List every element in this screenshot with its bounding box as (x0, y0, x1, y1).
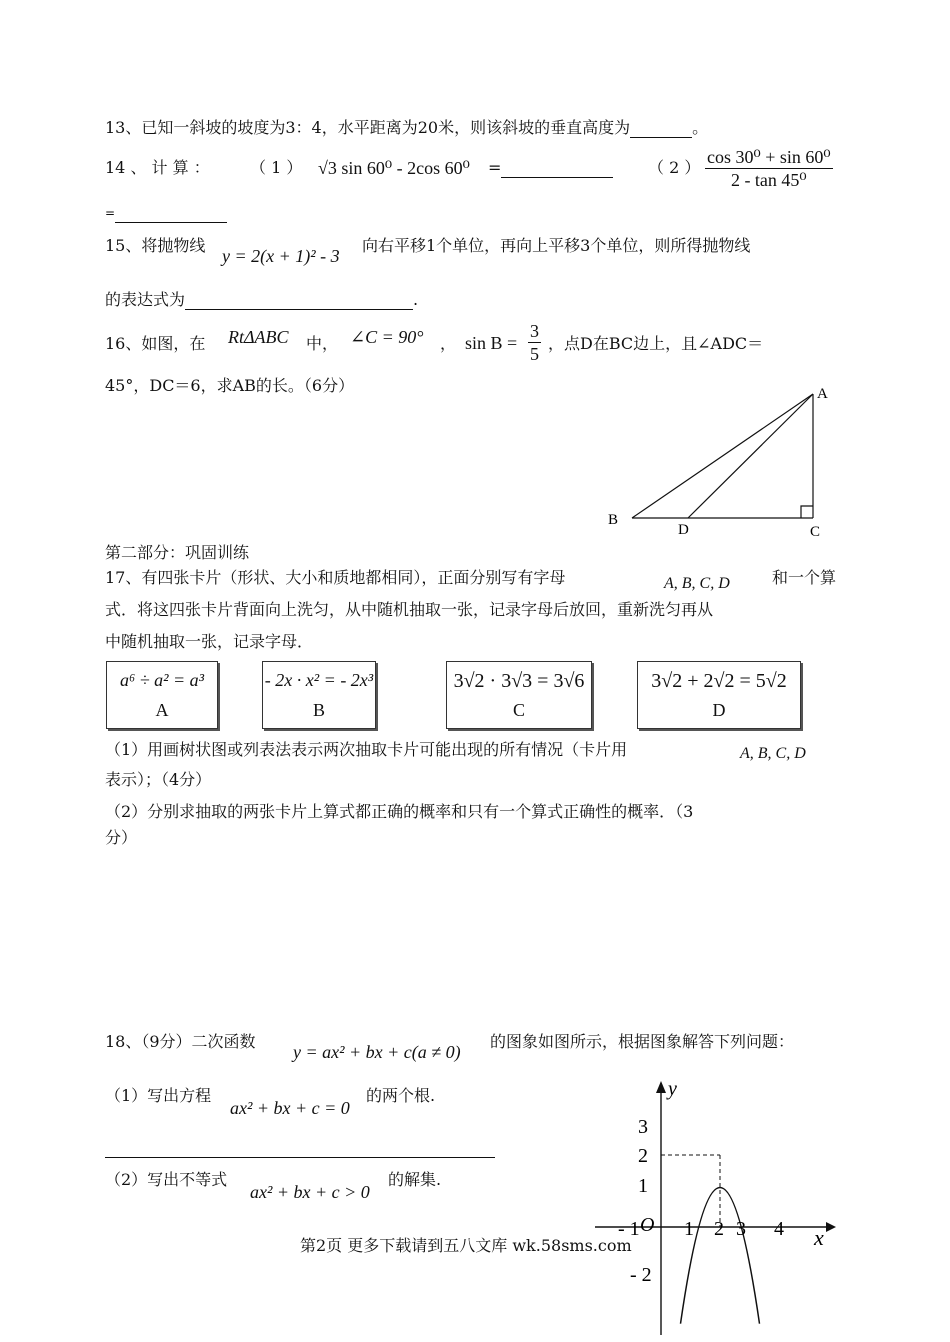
q14-eq1 (488, 158, 613, 178)
q15-answer-blank[interactable] (185, 309, 413, 310)
card-d-label: D (712, 700, 726, 720)
vertex-b-label: B (608, 512, 619, 528)
origin-label: O (640, 1214, 655, 1236)
x-tick-4: 4 (774, 1218, 784, 1240)
card-a-label: A (155, 700, 169, 720)
x-tick-3: 3 (736, 1218, 746, 1240)
y-tick-2: 2 (638, 1145, 648, 1167)
x-axis-label: x (814, 1225, 824, 1250)
q14-eq1-sign: = (488, 158, 502, 177)
q17-line1-tail: 和一个算 (772, 568, 837, 587)
card-c (446, 661, 592, 729)
q14-part1-label: （ 1 ） (250, 158, 303, 177)
card-c-expr: 3√2 · 3√3 = 3√6 (453, 670, 585, 692)
q15-text-c: 的表达式为 (105, 290, 186, 309)
q16-text-b: 中， (306, 334, 339, 353)
q16-sin: sin B = (465, 333, 518, 353)
q14-eq2 (105, 202, 227, 223)
right-angle-mark (801, 506, 813, 518)
page-footer: 第2页 更多下载请到五八文库 wk.58sms.com (300, 1236, 632, 1255)
q16-frac-numerator: 3 (530, 321, 539, 341)
q18-expr: y = ax² + bx + c(a ≠ 0) (293, 1042, 461, 1062)
vertex-d-label: D (678, 522, 689, 538)
q14-answer1-blank[interactable] (501, 177, 613, 178)
q16-rt-triangle: RtΔABC (228, 327, 289, 347)
q18-parabola-graph (590, 1075, 850, 1337)
y-axis-label: y (668, 1078, 677, 1100)
x-tick-1: 1 (684, 1218, 694, 1240)
q17-part2-tail: 分） (105, 828, 138, 847)
q14-frac-numerator: cos 30⁰ + sin 60⁰ (707, 147, 831, 167)
q14-fraction (705, 146, 833, 191)
q18-text-b: 的图象如图所示，根据图象解答下列问题： (490, 1032, 795, 1051)
card-d (637, 661, 801, 729)
q14-part2-label: （ 2 ） (648, 158, 701, 177)
q14-eq2-sign: = (105, 206, 116, 220)
card-d-expr: 3√2 + 2√2 = 5√2 (651, 670, 787, 692)
q16-fraction (528, 320, 541, 365)
q17-part1-tail: 表示）；（4分） (105, 770, 212, 789)
q15-line2 (105, 290, 418, 310)
q13-line (105, 118, 708, 138)
q17-part1: （1）用画树状图或列表法表示两次抽取卡片可能出现的所有情况（卡片用 (105, 740, 628, 759)
card-c-label: C (512, 700, 525, 720)
q16-comma: ， (440, 334, 457, 353)
q16-triangle-figure (600, 380, 840, 540)
card-b-label: B (312, 700, 325, 720)
q16-text-d: 45°，DC＝6，求AB的长。（6分） (105, 376, 355, 395)
card-b-expr: - 2x · x² = - 2x³ (264, 670, 374, 690)
q13-text: 13、已知一斜坡的坡度为3：4，水平距离为20米，则该斜坡的垂直高度为 (105, 118, 631, 137)
x-tick-2: 2 (714, 1218, 724, 1240)
q14-answer2-blank[interactable] (115, 222, 227, 223)
q18-answer1-line[interactable] (105, 1157, 495, 1158)
x-tick-neg1: - 1 (618, 1218, 640, 1240)
q17-line2: 式．将这四张卡片背面向上洗匀，从中随机抽取一张，记录字母后放回，重新洗匀再从 (105, 600, 714, 619)
q18-text-a: 18、（9分）二次函数 (105, 1032, 256, 1051)
q14-frac-denominator: 2 - tan 45⁰ (730, 170, 807, 190)
q17-part1-letters: A, B, C, D (740, 745, 806, 762)
y-tick-3: 3 (638, 1116, 648, 1138)
vertex-a-label: A (817, 386, 828, 402)
q17-line3: 中随机抽取一张，记录字母． (105, 632, 314, 651)
section2-title: 第二部分：巩固训练 (105, 543, 250, 562)
q15-text-a: 15、将抛物线 (105, 236, 206, 255)
q14-label: 14 、 计 算 ： (105, 158, 210, 177)
q17-part2: （2）分别求抽取的两张卡片上算式都正确的概率和只有一个算式正确性的概率．（3 (105, 802, 694, 821)
q16-text-a: 16、如图，在 (105, 334, 206, 353)
q15-expr: y = 2(x + 1)² - 3 (222, 246, 340, 266)
q16-frac-denominator: 5 (530, 344, 539, 364)
vertex-c-label: C (810, 524, 821, 540)
q18-p1b: 的两个根. (366, 1086, 436, 1105)
q13-tail: 。 (692, 118, 709, 137)
q17-letters: A, B, C, D (664, 575, 730, 592)
q18-p1-expr: ax² + bx + c = 0 (230, 1098, 350, 1118)
y-tick-neg2: - 2 (630, 1264, 652, 1286)
card-a (106, 661, 218, 729)
y-axis-arrow (656, 1081, 666, 1093)
card-b (262, 661, 376, 729)
q15-text-b: 向右平移1个单位，再向上平移3个单位，则所得抛物线 (362, 236, 751, 255)
q14-expr1: √3 sin 60⁰ - 2cos 60⁰ (318, 158, 470, 178)
segment-ab (632, 394, 813, 518)
q18-p2b: 的解集. (388, 1170, 442, 1189)
q18-p2-expr: ax² + bx + c > 0 (250, 1182, 370, 1202)
q18-p1a: （1）写出方程 (105, 1086, 212, 1105)
q13-answer-blank[interactable] (630, 137, 692, 138)
segment-ad (688, 394, 813, 518)
q15-tail: . (413, 290, 419, 309)
q16-text-c: ，点D在BC边上，且∠ADC＝ (548, 334, 764, 353)
card-a-expr: a⁶ ÷ a² = a³ (119, 670, 205, 690)
y-tick-1: 1 (638, 1175, 648, 1197)
q16-angle: ∠C = 90° (350, 327, 424, 347)
x-axis-arrow (826, 1222, 836, 1232)
q18-p2a: （2）写出不等式 (105, 1170, 228, 1189)
q17-line1: 17、有四张卡片（形状、大小和质地都相同），正面分别写有字母 (105, 568, 566, 587)
